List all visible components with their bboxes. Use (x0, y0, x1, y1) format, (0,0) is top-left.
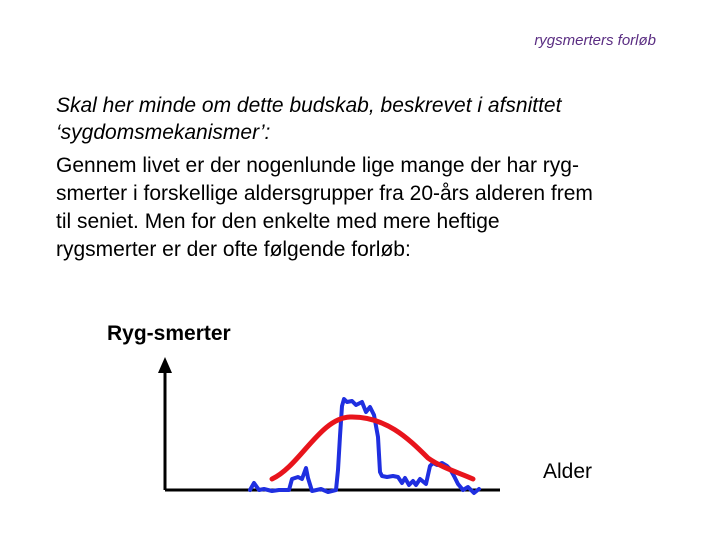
body-line: rygsmerter er der ofte følgende forløb: (56, 238, 411, 261)
individual-pain-curve (250, 399, 479, 493)
body-line: til seniet. Men for den enkelte med mere heftige (56, 210, 500, 233)
y-axis-label: Ryg-smerter (107, 322, 231, 345)
smoothed-pain-curve (272, 417, 473, 479)
y-axis-arrow (158, 357, 172, 373)
x-axis-label: Alder (543, 460, 593, 483)
slide-header: rygsmerters forløb (534, 32, 656, 49)
intro-line: ‘sygdomsmekanismer’: (56, 121, 271, 144)
intro-line: Skal her minde om dette budskab, beskrevet i afsnittet (56, 94, 562, 117)
body-line: Gennem livet er der nogenlunde lige mange der har ryg- (56, 154, 579, 177)
body-line: smerter i forskellige aldersgrupper fra 20-års alderen frem (56, 182, 593, 205)
